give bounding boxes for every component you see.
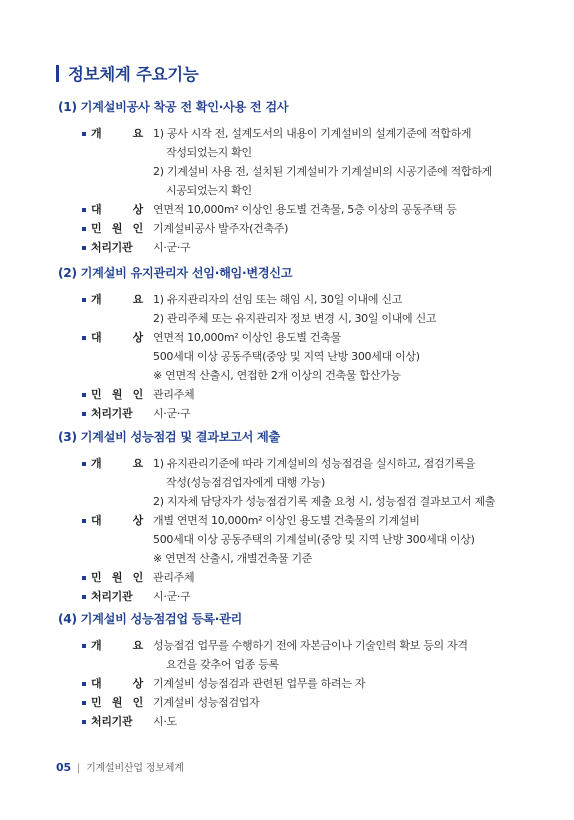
square-bullet-icon bbox=[82, 576, 86, 580]
info-row bbox=[58, 636, 528, 674]
row-values bbox=[153, 404, 528, 423]
section-heading: (3) 기계설비 성능점검 및 결과보고서 제출 bbox=[58, 430, 281, 444]
row-values bbox=[153, 124, 528, 200]
row-label: 대 상 bbox=[91, 514, 143, 527]
row-value-line: 2) 관리주체 또는 유지관리자 정보 변경 시, 30일 이내에 신고 bbox=[153, 312, 437, 325]
info-row bbox=[58, 674, 528, 693]
row-value-line: 2) 지자체 담당자가 성능점검기록 제출 요청 시, 성능점검 결과보고서 제출 bbox=[153, 495, 496, 508]
row-value-line: 기계설비 성능점검업자 bbox=[153, 696, 260, 709]
row-values bbox=[153, 511, 528, 568]
info-row bbox=[58, 454, 528, 511]
row-value-line: 관리주체 bbox=[153, 388, 195, 401]
section-3 bbox=[58, 428, 528, 606]
row-values bbox=[153, 568, 528, 587]
footer-separator: | bbox=[76, 763, 81, 774]
square-bullet-icon bbox=[82, 246, 86, 250]
row-label: 민 원 인 bbox=[91, 388, 143, 401]
info-row bbox=[58, 124, 528, 200]
footer-text: 기계설비산업 정보체계 bbox=[86, 763, 184, 774]
square-bullet-icon bbox=[82, 298, 86, 302]
section-4 bbox=[58, 610, 528, 731]
square-bullet-icon bbox=[82, 208, 86, 212]
row-label: 대 상 bbox=[91, 203, 143, 216]
row-value-line: 연면적 10,000m² 이상인 용도별 건축물, 5층 이상의 공동주택 등 bbox=[153, 203, 457, 216]
row-value-line: 관리주체 bbox=[153, 571, 195, 584]
page-title-block bbox=[56, 62, 199, 84]
square-bullet-icon bbox=[82, 682, 86, 686]
row-label: 민 원 인 bbox=[91, 696, 143, 709]
row-value-line: 1) 유지관리자의 선임 또는 해임 시, 30일 이내에 신고 bbox=[153, 293, 403, 306]
row-label: 개 요 bbox=[91, 127, 143, 140]
row-value-line: 성능점검 업무를 수행하기 전에 자본금이나 기술인력 확보 등의 자격 bbox=[153, 639, 468, 652]
square-bullet-icon bbox=[82, 393, 86, 397]
row-value-line: 500세대 이상 공동주택의 기계설비(중앙 및 지역 난방 300세대 이상) bbox=[153, 533, 475, 546]
row-label: 처리기관 bbox=[91, 715, 133, 728]
square-bullet-icon bbox=[82, 595, 86, 599]
square-bullet-icon bbox=[82, 412, 86, 416]
square-bullet-icon bbox=[82, 336, 86, 340]
row-value-line: 개별 연면적 10,000m² 이상인 용도별 건축물의 기계설비 bbox=[153, 514, 420, 527]
square-bullet-icon bbox=[82, 462, 86, 466]
row-value-line: 기계설비공사 발주자(건축주) bbox=[153, 222, 289, 235]
info-row bbox=[58, 693, 528, 712]
row-label: 대 상 bbox=[91, 331, 143, 344]
page-number: 05 bbox=[56, 761, 71, 774]
row-value-line: 시·군·구 bbox=[153, 407, 191, 420]
page-title: 정보체계 주요기능 bbox=[68, 65, 199, 84]
info-row bbox=[58, 712, 528, 731]
row-value-line: ※ 연면적 산출시, 연접한 2개 이상의 건축물 합산가능 bbox=[153, 369, 401, 382]
row-values bbox=[153, 219, 528, 238]
section-2 bbox=[58, 264, 528, 423]
row-values bbox=[153, 636, 528, 674]
section-heading: (1) 기계설비공사 착공 전 확인·사용 전 검사 bbox=[58, 100, 289, 114]
info-row bbox=[58, 290, 528, 328]
info-row bbox=[58, 568, 528, 587]
row-value-line: 500세대 이상 공동주택(중앙 및 지역 난방 300세대 이상) bbox=[153, 350, 420, 363]
info-row bbox=[58, 587, 528, 606]
row-value-line: 연면적 10,000m² 이상인 용도별 건축물 bbox=[153, 331, 341, 344]
row-values bbox=[153, 454, 528, 511]
row-values bbox=[153, 693, 528, 712]
section-heading: (2) 기계설비 유지관리자 선임·해임·변경신고 bbox=[58, 266, 293, 280]
info-row bbox=[58, 238, 528, 257]
section-heading: (4) 기계설비 성능점검업 등록·관리 bbox=[58, 612, 243, 626]
info-row bbox=[58, 219, 528, 238]
row-value-line: 요건을 갖추어 업종 등록 bbox=[166, 658, 279, 671]
info-row bbox=[58, 511, 528, 568]
row-values bbox=[153, 238, 528, 257]
row-value-line: 작성되었는지 확인 bbox=[166, 146, 252, 159]
row-values bbox=[153, 674, 528, 693]
info-row bbox=[58, 385, 528, 404]
row-value-line: 시·군·구 bbox=[153, 590, 191, 603]
row-values bbox=[153, 385, 528, 404]
title-accent-bar bbox=[56, 65, 59, 82]
row-label: 민 원 인 bbox=[91, 222, 143, 235]
square-bullet-icon bbox=[82, 720, 86, 724]
square-bullet-icon bbox=[82, 644, 86, 648]
square-bullet-icon bbox=[82, 132, 86, 136]
row-values bbox=[153, 328, 528, 385]
row-value-line: 시·군·구 bbox=[153, 241, 191, 254]
row-value-line: 시공되었는지 확인 bbox=[166, 184, 252, 197]
row-value-line: 2) 기계설비 사용 전, 설치된 기계설비가 기계설비의 시공기준에 적합하게 bbox=[153, 165, 492, 178]
row-value-line: 기계설비 성능점검과 관련된 업무를 하려는 자 bbox=[153, 677, 366, 690]
row-values bbox=[153, 712, 528, 731]
row-label: 처리기관 bbox=[91, 407, 133, 420]
row-value-line: 시·도 bbox=[153, 715, 177, 728]
section-1 bbox=[58, 98, 528, 257]
row-label: 개 요 bbox=[91, 639, 143, 652]
page-footer bbox=[56, 759, 184, 774]
info-row bbox=[58, 404, 528, 423]
row-values bbox=[153, 200, 528, 219]
row-value-line: 작성(성능점검업자에게 대행 가능) bbox=[166, 476, 325, 489]
row-label: 처리기관 bbox=[91, 241, 133, 254]
row-value-line: 1) 유지관리기준에 따라 기계설비의 성능점검을 실시하고, 점검기록을 bbox=[153, 457, 476, 470]
square-bullet-icon bbox=[82, 227, 86, 231]
info-row bbox=[58, 200, 528, 219]
row-label: 개 요 bbox=[91, 457, 143, 470]
row-label: 대 상 bbox=[91, 677, 143, 690]
square-bullet-icon bbox=[82, 701, 86, 705]
info-row bbox=[58, 328, 528, 385]
row-values bbox=[153, 587, 528, 606]
row-value-line: 1) 공사 시작 전, 설계도서의 내용이 기계설비의 설계기준에 적합하게 bbox=[153, 127, 472, 140]
row-values bbox=[153, 290, 528, 328]
row-label: 개 요 bbox=[91, 293, 143, 306]
square-bullet-icon bbox=[82, 519, 86, 523]
row-label: 처리기관 bbox=[91, 590, 133, 603]
row-value-line: ※ 연면적 산출시, 개별건축물 기준 bbox=[153, 552, 313, 565]
row-label: 민 원 인 bbox=[91, 571, 143, 584]
